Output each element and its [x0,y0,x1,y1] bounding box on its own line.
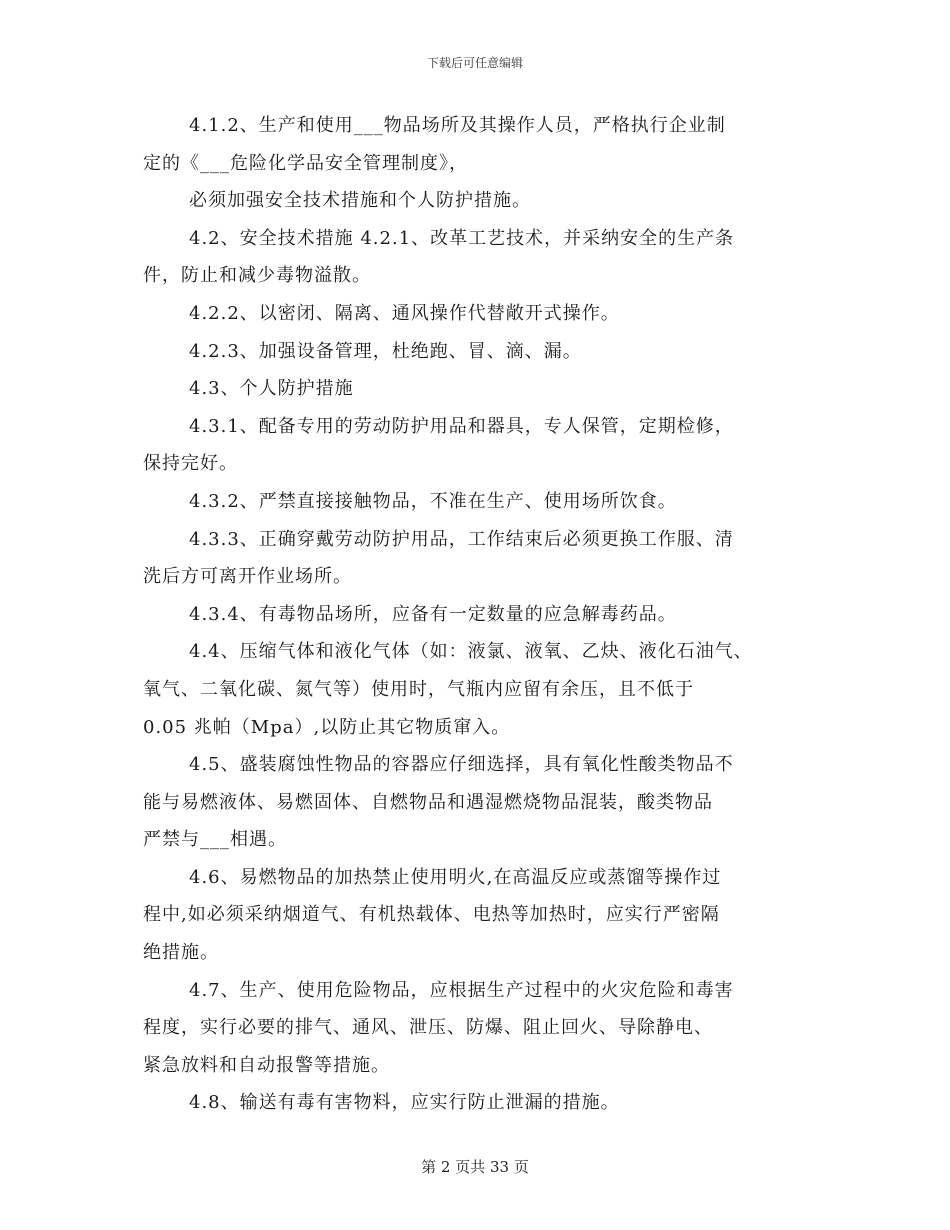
text-line: 4.2、安全技术措施 4.2.1、改革工艺技术，并采纳安全的生产条 [189,227,735,249]
text-line: 严禁与___相遇。 [143,829,287,851]
page-footer: 第 2 页共 33 页 [421,1158,529,1176]
text-line: 氧气、二氧化碳、氮气等）使用时，气瓶内应留有余压，且不低于 [143,678,694,700]
text-line: 件，防止和减少毒物溢散。 [143,265,371,287]
document-body [143,107,833,1122]
text-line: 4.6、易燃物品的加热禁止使用明火,在高温反应或蒸馏等操作过 [189,866,722,888]
text-line: 4.3、个人防护措施 [189,378,354,400]
text-line: 程度，实行必要的排气、通风、泄压、防爆、阻止回火、导除静电、 [143,1017,713,1039]
text-line: 定的《___危险化学品安全管理制度》， [143,152,468,174]
text-line: 4.3.3、正确穿戴劳动防护用品，工作结束后必须更换工作服、清 [189,528,734,550]
text-line: 4.3.4、有毒物品场所，应备有一定数量的应急解毒药品。 [189,603,677,625]
text-line: 4.7、生产、使用危险物品，应根据生产过程中的火灾危险和毒害 [189,979,734,1001]
text-line: 绝措施。 [143,942,219,964]
text-line: 4.1.2、生产和使用___物品场所及其操作人员，严格执行企业制 [189,115,726,136]
text-line: 0.05 兆帕（Mpa）,以防止其它物质窜入。 [143,716,511,738]
text-line: 4.8、输送有毒有害物料，应实行防止泄漏的措施。 [189,1092,620,1114]
text-line: 保持完好。 [143,453,238,475]
text-line: 程中,如必须采纳烟道气、有机热载体、电热等加热时，应实行严密隔 [143,904,720,926]
text-line: 4.4、压缩气体和液化气体（如：液氯、液氧、乙炔、液化石油气、 [189,641,753,663]
text-line: 4.2.3、加强设备管理，杜绝跑、冒、滴、漏。 [189,340,582,362]
text-line: 4.5、盛装腐蚀性物品的容器应仔细选择，具有氧化性酸类物品不 [189,754,734,776]
text-line: 洗后方可离开作业场所。 [143,566,352,588]
page-header: 下载后可任意编辑 [426,56,523,70]
text-line: 紧急放料和自动报警等措施。 [143,1054,390,1076]
text-line: 4.2.2、以密闭、隔离、通风操作代替敞开式操作。 [189,302,620,324]
text-line: 4.3.1、配备专用的劳动防护用品和器具，专人保管，定期检修， [189,415,734,437]
text-line: 4.3.2、严禁直接接触物品，不准在生产、使用场所饮食。 [189,490,677,512]
text-line: 能与易燃液体、易燃固体、自燃物品和遇湿燃烧物品混装，酸类物品 [143,791,713,813]
text-line: 必须加强安全技术措施和个人防护措施。 [189,190,531,212]
